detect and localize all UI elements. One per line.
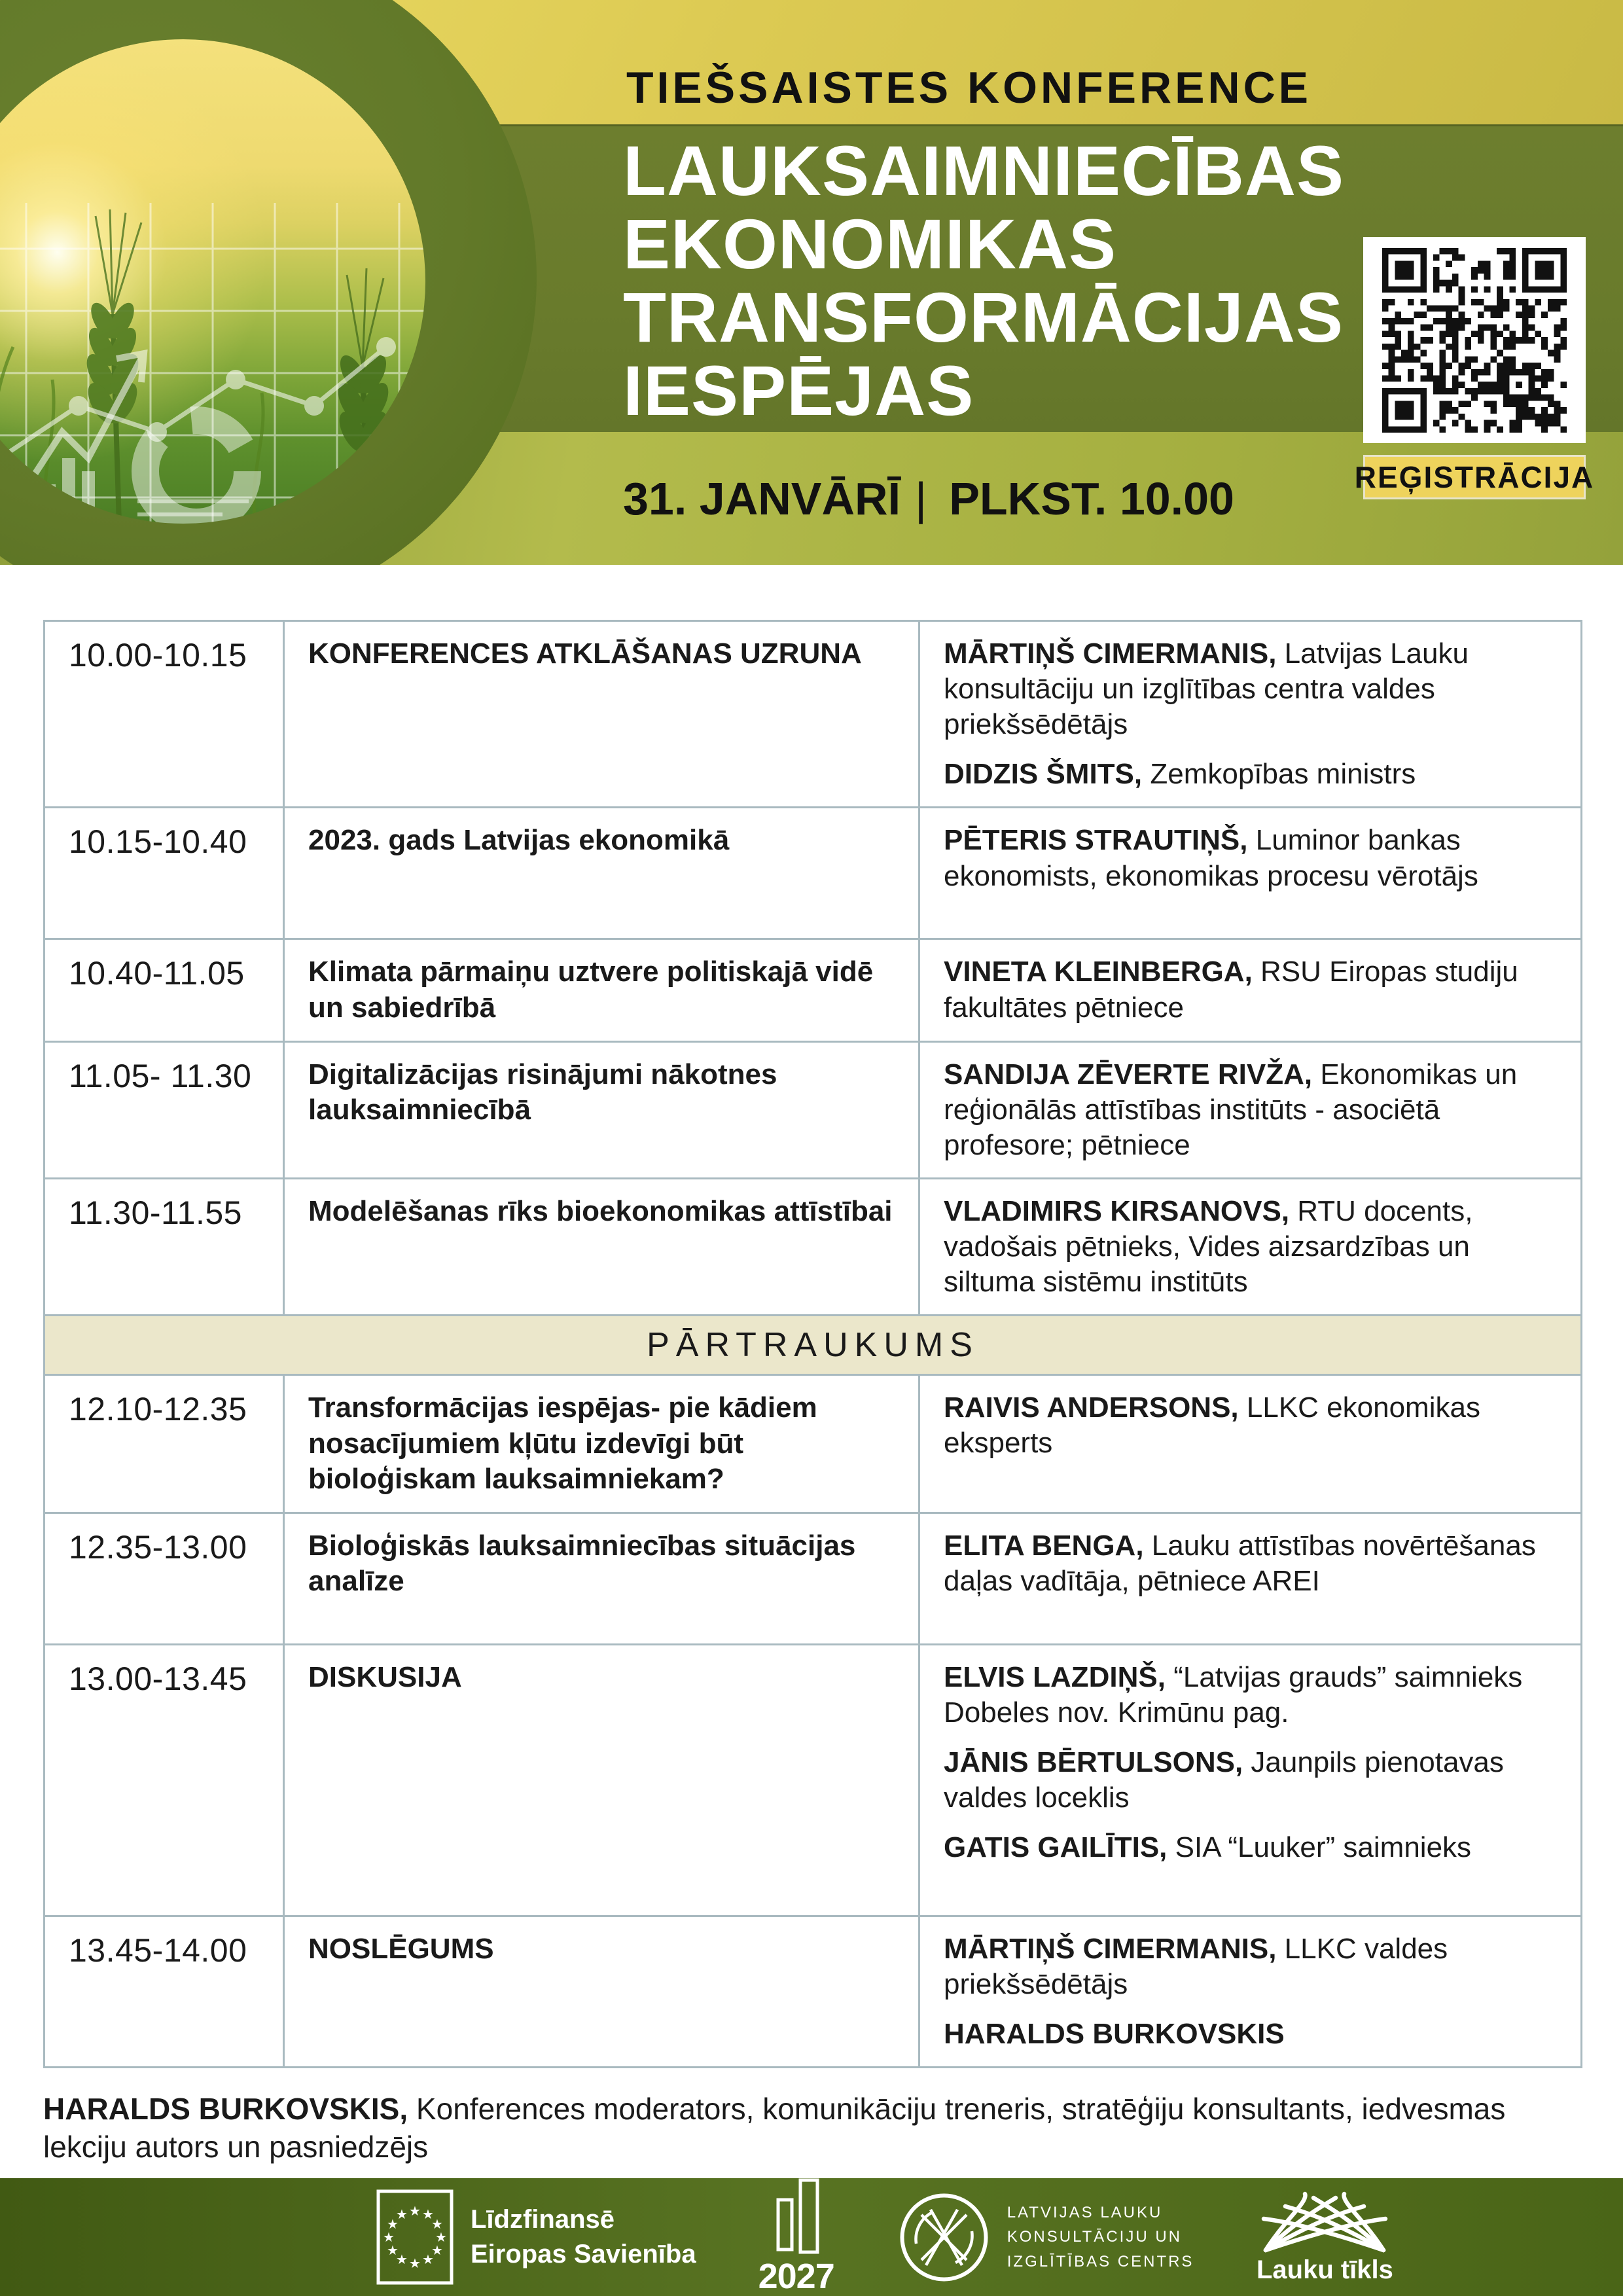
date-time-line: [623, 473, 1234, 525]
svg-text:★: ★: [431, 2244, 443, 2258]
table-row: [45, 1915, 1580, 2066]
topic-cell: 2023. gads Latvijas ekonomikā: [283, 808, 918, 938]
svg-text:★: ★: [409, 2257, 421, 2271]
moderator-name: HARALDS BURKOVSKIS,: [43, 2092, 408, 2126]
time-cell: 10.15-10.40: [69, 823, 247, 861]
speakers-cell: [918, 1043, 1584, 1177]
time-cell: 13.45-14.00: [69, 1931, 247, 1969]
topic-cell: Transformācijas iespējas- pie kādiem nosacījumiem kļūtu izdevīgi būt bioloģiskam lauksaimniekam?: [283, 1376, 918, 1512]
speaker-desc: Latvijas Lauku konsultāciju un izglītības centra valdes priekšsēdētājs: [944, 637, 1469, 741]
qr-code: [1363, 237, 1586, 443]
text-line: KONSULTĀCIJU UN: [1007, 2228, 1182, 2246]
moderator-desc: Konferences moderators, komunikāciju treneris, stratēģiju konsultants, iedvesmas lekciju autors un pasniedzējs: [43, 2092, 1506, 2164]
speaker-entry: [944, 1745, 1561, 1816]
cap-2027-icon: [766, 2178, 827, 2255]
speaker-entry: [944, 954, 1561, 1025]
text-line: Eiropas Savienība: [471, 2240, 696, 2269]
topic-cell: KONFERENCES ATKLĀŠANAS UZRUNA: [283, 622, 918, 806]
time-cell: 10.40-11.05: [69, 955, 245, 992]
cap-year-label: 2027: [758, 2257, 834, 2296]
speaker-desc: RTU docents, vadošais pētnieks, Vides aizsardzības un siltuma sistēmu institūts: [944, 1194, 1473, 1299]
speakers-cell: [918, 1917, 1584, 2066]
eu-flag-icon: [376, 2189, 454, 2285]
speaker-desc: LLKC ekonomikas eksperts: [944, 1391, 1480, 1460]
conference-kicker: TIEŠSAISTES KONFERENCE: [626, 63, 1312, 113]
svg-text:★: ★: [387, 2244, 399, 2258]
speaker-entry: [944, 1830, 1561, 1865]
speaker-name: VINETA KLEINBERGA,: [944, 956, 1253, 988]
table-row: [45, 1643, 1580, 1915]
text-line: LATVIJAS LAUKU: [1007, 2204, 1163, 2222]
text-line: EKONOMIKAS: [623, 204, 1117, 283]
llkc-emblem-icon: [897, 2190, 991, 2285]
table-row: [45, 1374, 1580, 1512]
program: [0, 620, 1623, 2166]
schedule-table: [43, 620, 1582, 2068]
time-cell: 12.10-12.35: [69, 1391, 247, 1428]
time-cell: 10.00-10.15: [69, 637, 247, 673]
header: [0, 0, 1623, 565]
speaker-entry: [944, 2017, 1561, 2052]
lauku-tikls-label: Lauku tīkls: [1256, 2255, 1393, 2284]
table-row: [45, 806, 1580, 938]
table-row: [45, 1512, 1580, 1643]
speaker-name: PĒTERIS STRAUTIŅŠ,: [944, 824, 1248, 857]
moderator-note: [43, 2090, 1542, 2166]
lauku-tikls-icon: [1256, 2190, 1393, 2253]
speaker-desc: LLKC valdes priekšsēdētājs: [944, 1932, 1448, 2000]
table-row: [45, 1041, 1580, 1177]
speaker-desc: Jaunpils pienotavas valdes loceklis: [944, 1746, 1504, 1814]
svg-text:★: ★: [396, 2208, 408, 2222]
qr-code-icon: [1382, 248, 1567, 433]
text-line: IESPĒJAS: [623, 351, 974, 430]
speaker-entry: [944, 1057, 1561, 1163]
svg-text:★: ★: [422, 2208, 434, 2222]
speaker-name: ELVIS LAZDIŅŠ,: [944, 1660, 1166, 1693]
time-cell: 11.30-11.55: [69, 1194, 242, 1231]
text-line: TRANSFORMĀCIJAS: [623, 278, 1344, 357]
lauku-tikls-logo: [1256, 2190, 1393, 2285]
table-row: [45, 938, 1580, 1040]
eu-logo-label: [471, 2202, 696, 2272]
speaker-entry: [944, 1194, 1561, 1300]
speakers-cell: [918, 1179, 1584, 1314]
eu-cofunded-logo: [376, 2189, 696, 2285]
speakers-cell: [918, 1645, 1584, 1915]
speaker-name: GATIS GAILĪTIS,: [944, 1831, 1168, 1864]
speaker-name: SANDIJA ZĒVERTE RIVŽA,: [944, 1058, 1313, 1090]
photo-chart-overlay-icon: [0, 39, 425, 524]
topic-cell: Bioloģiskās lauksaimniecības situācijas analīze: [283, 1514, 918, 1643]
time-cell: 11.05- 11.30: [69, 1057, 252, 1094]
topic-cell: NOSLĒGUMS: [283, 1917, 918, 2066]
speaker-name: VLADIMIRS KIRSANOVS,: [944, 1194, 1290, 1227]
speaker-desc: RSU Eiropas studiju fakultātes pētniece: [944, 956, 1518, 1024]
speaker-desc: Luminor bankas ekonomists, ekonomikas procesu vērotājs: [944, 824, 1478, 892]
speaker-entry: [944, 636, 1561, 742]
table-row: [45, 1177, 1580, 1314]
cap-2027-logo: [758, 2178, 834, 2296]
speaker-name: RAIVIS ANDERSONS,: [944, 1391, 1239, 1424]
wheat-field-photo: [0, 39, 425, 524]
separator: |: [915, 473, 927, 524]
speakers-cell: [918, 940, 1584, 1040]
time-text: PLKST. 10.00: [949, 473, 1234, 524]
register-button[interactable]: REĢISTRĀCIJA: [1363, 455, 1586, 499]
date-text: 31. JANVĀRĪ: [623, 473, 901, 524]
speaker-name: MĀRTIŅŠ CIMERMANIS,: [944, 1932, 1277, 1965]
speakers-cell: [918, 1376, 1584, 1512]
page-title: [623, 131, 1345, 430]
speaker-name: ELITA BENGA,: [944, 1529, 1144, 1562]
svg-text:★: ★: [422, 2253, 434, 2267]
speaker-name: DIDZIS ŠMITS,: [944, 758, 1143, 791]
topic-cell: Klimata pārmaiņu uztvere politiskajā vidē un sabiedrībā: [283, 940, 918, 1040]
speaker-entry: [944, 757, 1561, 792]
speakers-cell: [918, 808, 1584, 938]
speaker-desc: SIA “Luuker” saimnieks: [1167, 1831, 1472, 1864]
speaker-name: HARALDS BURKOVSKIS: [944, 2018, 1285, 2051]
speaker-entry: [944, 1528, 1561, 1599]
text-line: IZGLĪTĪBAS CENTRS: [1007, 2252, 1194, 2270]
llkc-logo: [897, 2190, 1194, 2285]
llkc-label: [1007, 2200, 1194, 2274]
speaker-entry: [944, 1931, 1561, 2002]
speaker-entry: [944, 823, 1561, 893]
speakers-cell: [918, 1514, 1584, 1643]
speaker-desc: “Latvijas grauds” saimnieks Dobeles nov. Krimūnu pag.: [944, 1660, 1523, 1729]
speaker-desc: Ekonomikas un reģionālās attīstības institūts - asociētā profesore; pētniece: [944, 1058, 1518, 1161]
speaker-name: MĀRTIŅŠ CIMERMANIS,: [944, 637, 1277, 670]
break-row: PĀRTRAUKUMS: [45, 1314, 1580, 1374]
speaker-desc: Zemkopības ministrs: [1142, 758, 1416, 791]
text-line: LAUKSAIMNIECĪBAS: [623, 131, 1345, 210]
speaker-entry: [944, 1390, 1561, 1461]
svg-text:★: ★: [383, 2231, 395, 2245]
table-row: [45, 622, 1580, 806]
speaker-entry: [944, 1660, 1561, 1731]
time-cell: 12.35-13.00: [69, 1528, 247, 1566]
svg-text:★: ★: [435, 2231, 447, 2245]
footer-bar: [0, 2178, 1623, 2296]
speakers-cell: [918, 622, 1584, 806]
svg-text:★: ★: [387, 2217, 399, 2232]
speaker-desc: Lauku attīstības novērtēšanas daļas vadītāja, pētniece AREI: [944, 1529, 1536, 1597]
topic-cell: Modelēšanas rīks bioekonomikas attīstībai: [283, 1179, 918, 1314]
time-cell: 13.00-13.45: [69, 1660, 247, 1697]
speaker-name: JĀNIS BĒRTULSONS,: [944, 1746, 1243, 1779]
topic-cell: DISKUSIJA: [283, 1645, 918, 1915]
text-line: Līdzfinansē: [471, 2205, 615, 2234]
svg-text:★: ★: [409, 2204, 421, 2219]
svg-text:★: ★: [396, 2253, 408, 2267]
topic-cell: Digitalizācijas risinājumi nākotnes lauksaimniecībā: [283, 1043, 918, 1177]
svg-text:★: ★: [431, 2217, 443, 2232]
